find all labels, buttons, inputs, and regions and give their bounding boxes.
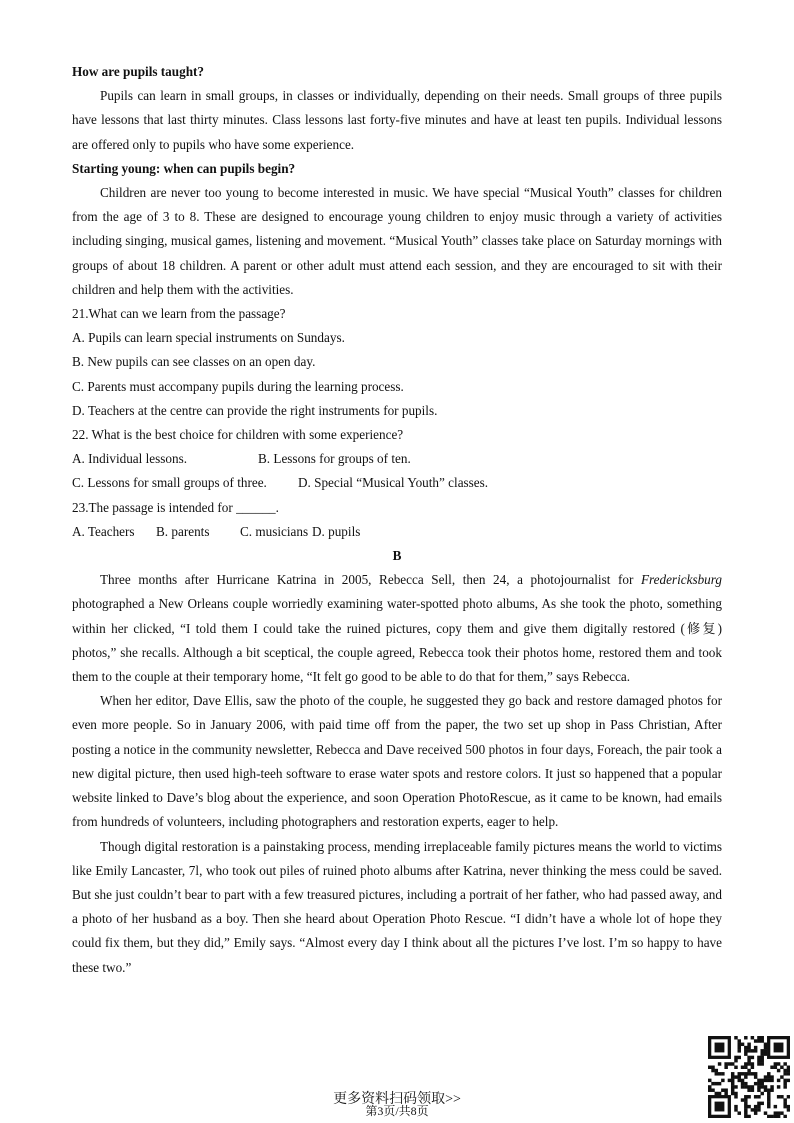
paragraph-teaching: Pupils can learn in small groups, in classes or individually, depending on their needs. Small groups of three pupils have lessons that last thirty minutes. Class lessons last forty-five minutes and have at least ten pupils. Individual lessons are offered only to pupils who have some experience. bbox=[72, 88, 722, 152]
heading-starting-young: Starting young: when can pupils begin? bbox=[72, 160, 296, 176]
option-22-b: B. Lessons for groups of ten. bbox=[258, 451, 411, 467]
option-21-a: A. Pupils can learn special instruments on Sundays. bbox=[72, 330, 345, 346]
question-22: 22. What is the best choice for children with some experience? bbox=[72, 427, 404, 443]
option-22-d: D. Special “Musical Youth” classes. bbox=[298, 475, 489, 491]
option-23-a: A. Teachers bbox=[72, 523, 135, 539]
paragraph-katrina-start: Three months after Hurricane Katrina in 2005, Rebecca Sell, then 24, a photojournalist for bbox=[100, 572, 641, 588]
option-22-c: C. Lessons for small groups of three. bbox=[72, 475, 267, 491]
question-21: 21.What can we learn from the passage? bbox=[72, 306, 286, 322]
paragraph-musical-youth: Children are never too young to become interested in music. We have special “Musical Youth” classes for children from the age of 3 to 8. These are designed to encourage young children to enjoy music through a variety of activities including singing, musical games, listening and movement. “Musical Youth” classes take place on Saturday mornings with groups of about 18 children. A parent or other adult must attend each session, and they are encouraged to sit with their children and help them with the activities. bbox=[72, 185, 722, 297]
section-b-label: B bbox=[392, 548, 402, 564]
qr-code-graphic bbox=[708, 1036, 790, 1118]
options-22-row1 bbox=[72, 447, 722, 471]
paragraph-katrina-rest: photographed a New Orleans couple worriedly examining water-spotted photo albums, As she took the photo, something within her clicked, “I told them I could take the ruined pictures, copy them and give them digitally restored (修复) photos,” she recalls. Although a bit sceptical, the couple agreed, Rebecca took their photos home, restored them and took them to the couple at their temporary home, “It felt go good to be able to do that for them,” says Rebecca. bbox=[72, 596, 722, 685]
paragraph-katrina bbox=[72, 568, 722, 689]
option-23-c: C. musicians bbox=[240, 523, 309, 539]
paragraph-editor: When her editor, Dave Ellis, saw the photo of the couple, he suggested they go back and restore damaged photos for even more people. So in January 2006, with paid time off from the paper, the two set up shop in Pass Christian, After posting a notice in the community newsletter, Rebecca and Dave received 500 photos in four days, Foreach, the pair took a new digital picture, then used high-teeh software to erase water spots and restore colors. It just so happened that a popular website linked to Dave’s blog about the experience, and soon Operation PhotoRescue, as it came to be known, had emails from hundreds of volunteers, including photographers and restoration experts, eager to help. bbox=[72, 693, 722, 830]
options-23 bbox=[72, 520, 722, 544]
option-21-c: C. Parents must accompany pupils during the learning process. bbox=[72, 378, 404, 394]
option-23-d: D. pupils bbox=[312, 523, 361, 539]
option-22-a: A. Individual lessons. bbox=[72, 451, 188, 467]
footer-promo[interactable]: 更多资料扫码领取>> bbox=[333, 1092, 461, 1107]
page-content bbox=[72, 60, 722, 980]
question-23: 23.The passage is intended for ______. bbox=[72, 499, 279, 515]
options-22-row2 bbox=[72, 471, 722, 495]
option-21-d: D. Teachers at the centre can provide the right instruments for pupils. bbox=[72, 402, 438, 418]
footer-page-number: 第3页/共8页 bbox=[365, 1104, 429, 1118]
newspaper-name: Fredericksburg bbox=[640, 572, 722, 588]
qr-code-icon[interactable] bbox=[708, 1036, 790, 1118]
paragraph-restoration: Though digital restoration is a painstaking process, mending irreplaceable family pictures means the world to victims like Emily Lancaster, 7l, who took out piles of ruined photo albums after Katrina, never thinking the mess could be saved. But she just couldn’t bear to part with a few treasured pictures, including a portrait of her father, who had passed away, and a photo of her husband as a boy. Then she heard about Operation Photo Rescue. “I didn’t have a whole lot of hope they could fix them, but they did,” Emily says. “Almost every day I think about all the pictures I’ve lost. I’m so happy to have these two.” bbox=[72, 838, 722, 975]
option-23-b: B. parents bbox=[156, 523, 210, 539]
heading-how-taught: How are pupils taught? bbox=[72, 64, 205, 79]
option-21-b: B. New pupils can see classes on an open day. bbox=[72, 354, 316, 370]
